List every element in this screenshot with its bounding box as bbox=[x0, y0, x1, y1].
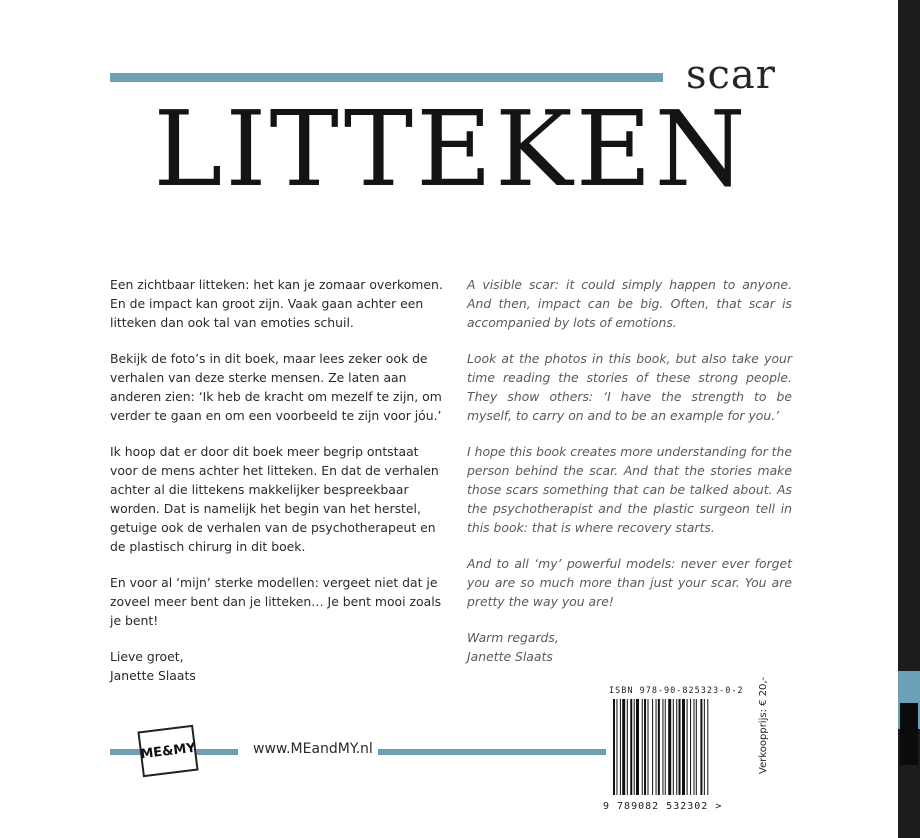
price-label: Verkoopprijs: € 20,- bbox=[758, 676, 769, 774]
dutch-signature: Janette Slaats bbox=[110, 668, 196, 683]
dutch-paragraph-2: Bekijk de foto’s in dit boek, maar lees zeker ook de verhalen van deze sterke mensen. Ze laten aan anderen zien: ‘Ik heb de kracht om mezelf te zijn, om verder te gaan en om een voorbeeld te zijn voor jóu.’ bbox=[110, 351, 442, 423]
book-title: LITTEKEN bbox=[153, 88, 749, 210]
dutch-paragraph-4: En voor al ‘mijn’ sterke modellen: vergeet niet dat je zoveel meer bent dan je litteken… Je bent mooi zoals je bent! bbox=[110, 575, 442, 628]
publisher-url[interactable]: www.MEandMY.nl bbox=[253, 741, 373, 757]
english-greeting: Warm regards, bbox=[467, 630, 559, 645]
english-text-column bbox=[467, 275, 792, 666]
english-paragraph-1: A visible scar: it could simply happen to anyone. And then, impact can be big. Often, that scar is accompanied by lots of emotions. bbox=[467, 277, 792, 330]
dutch-text-column bbox=[110, 275, 445, 685]
barcode-digits: 9 789082 532302 > bbox=[603, 801, 723, 812]
dutch-paragraph-3: Ik hoop dat er door dit boek meer begrip ontstaat voor de mens achter het litteken. En dat de verhalen achter al die littekens makkelijker bespreekbaar worden. Dat is namelijk het begin van het herstel, getuige ook de verhalen van de psychotherapeut en de plastisch chirurg in dit boek. bbox=[110, 444, 439, 554]
isbn-label: ISBN 978-90-825323-0-2 bbox=[609, 686, 744, 696]
english-signature: Janette Slaats bbox=[467, 649, 553, 664]
bottom-accent-bar-right bbox=[378, 749, 606, 755]
english-paragraph-3: I hope this book creates more understanding for the person behind the scar. And that the stories make those scars something that can be talked about. As the psychotherapist and the plastic surgeon tell in this book: that is where recovery starts. bbox=[467, 444, 792, 535]
dutch-paragraph-1: Een zichtbaar litteken: het kan je zomaar overkomen. En de impact kan groot zijn. Vaak gaan achter een litteken dan ook tal van emoties schuil. bbox=[110, 277, 443, 330]
spine-dark-block bbox=[900, 703, 918, 765]
publisher-logo: ME&MY bbox=[137, 725, 198, 777]
barcode-icon bbox=[613, 699, 741, 795]
dutch-greeting: Lieve groet, bbox=[110, 649, 184, 664]
top-accent-bar bbox=[110, 73, 663, 82]
english-paragraph-2: Look at the photos in this book, but also take your time reading the stories of these strong people. They show others: ‘I have the strength to be myself, to carry on and to be an example for you.’ bbox=[467, 351, 792, 423]
english-paragraph-4: And to all ‘my’ powerful models: never ever forget you are so much more than just your scar. You are pretty the way you are! bbox=[467, 556, 792, 609]
subtitle-scar: scar bbox=[686, 52, 776, 98]
